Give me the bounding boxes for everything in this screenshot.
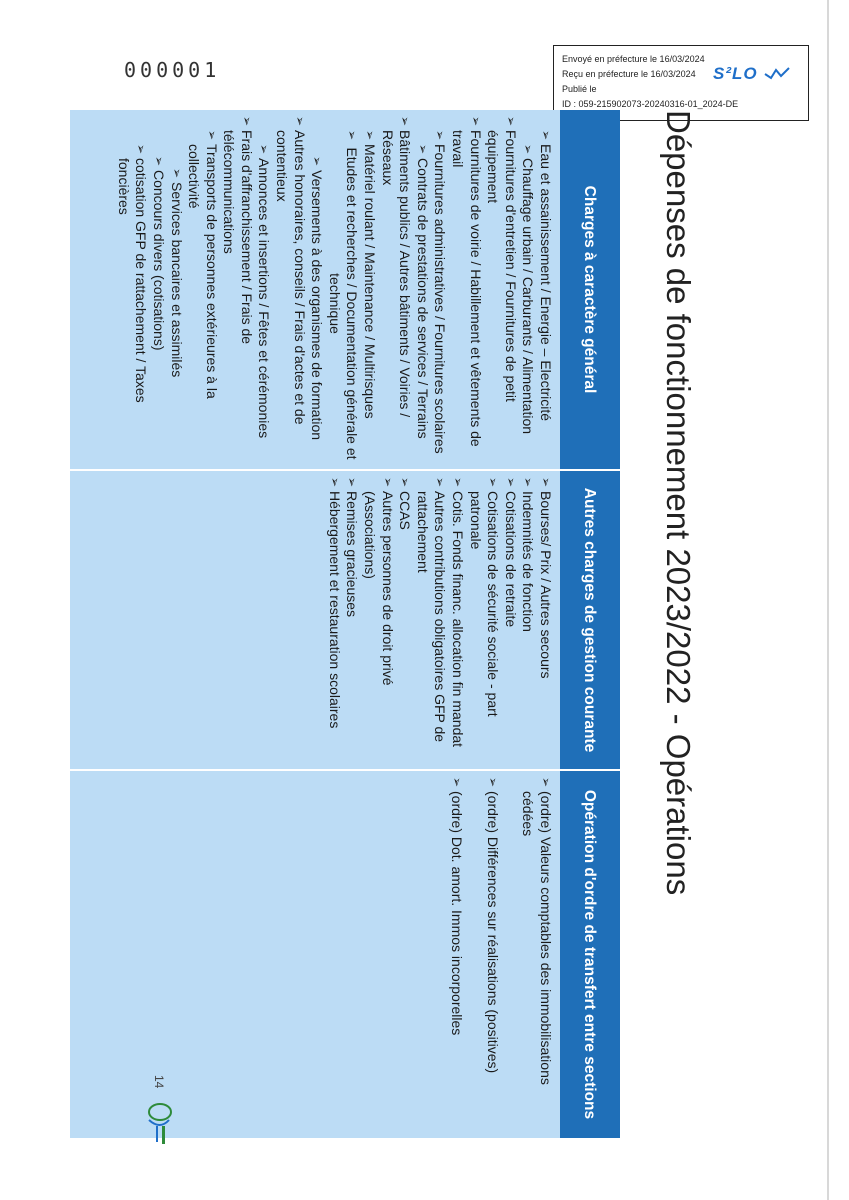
prefecture-received: Reçu en préfecture le 16/03/2024 [562, 69, 696, 79]
rotated-page [115, 110, 700, 1145]
header-operation-ordre: Opération d'ordre de transfert entre sections [560, 770, 620, 1138]
list-item: ➢ Autres honoraires, conseils / Frais d'actes et de contentieux [273, 116, 308, 463]
list-item: ➢ Fournitures d'entretien / Fournitures de petit équipement [484, 116, 519, 463]
list-item: ➢ Fournitures administratives / Fournitures scolaires [431, 130, 449, 463]
list-item: ➢ Versements à des organismes de formation [308, 156, 326, 463]
list-item: ➢ Contrats de prestations de services / Terrains [413, 144, 431, 463]
operations-table [70, 110, 620, 1138]
list-item: ➢ Frais d'affranchissement / Frais de télécommunications [220, 116, 255, 463]
list-item: ➢ Fournitures de voirie / Habillement et vêtements de travail [448, 116, 483, 463]
prefecture-published: Publié le [562, 84, 597, 94]
list-item: ➢ (ordre) Dot. amort. Immos incorporelles [448, 777, 466, 1132]
page-number: 14 [152, 1075, 166, 1089]
list-item: ➢ Chauffage urbain / Carburants / Alimentation [519, 144, 537, 463]
list-item: ➢ Cotis. Fonds financ. allocation fin mandat [448, 477, 466, 763]
list-item: ➢ Concours divers (cotisations) [149, 156, 167, 463]
city-logo [145, 1100, 175, 1146]
list-item: ➢ Indemnités de fonction [519, 477, 537, 763]
list-item: ➢ Remises gracieuses [343, 477, 361, 763]
list-item: ➢ CCAS [396, 477, 414, 763]
list-item: ➢ Bâtiments publics / Autres bâtiments / Voiries / Réseaux [378, 116, 413, 463]
col-autres-charges [70, 470, 560, 770]
header-charges-generales: Charges à caractère général [560, 110, 620, 470]
prefecture-sent: Envoyé en préfecture le 16/03/2024 [562, 54, 705, 64]
s2lo-arrow-icon [764, 66, 790, 80]
list-item: ➢ Autres contributions obligatoires GFP de rattachement [413, 477, 448, 763]
list-item: ➢ Matériel roulant / Maintenance / Multirisques [360, 130, 378, 463]
list-item: ➢ Bourses/ Prix / Autres secours [536, 477, 554, 763]
prefecture-id: ID : 059-215902073-20240316-01_2024-DE [562, 99, 739, 109]
document-stamp-number: 000001 [124, 58, 221, 82]
list-item: ➢ (ordre) Différences sur réalisations (positives) [483, 777, 501, 1132]
list-item: ➢ (ordre) Valeurs comptables des immobilisations cédées [519, 777, 554, 1132]
list-item: ➢ cotisation GFP de rattachement / Taxes foncières [114, 144, 149, 463]
col-operation-ordre [70, 770, 560, 1138]
header-autres-charges: Autres charges de gestion courante [560, 470, 620, 770]
list-item: ➢ Cotisations de sécurité sociale - part patronale [466, 477, 501, 763]
s2lo-logo: S²LO [713, 64, 758, 83]
list-item: ➢ Eau et assainissement / Energie – Electricité [536, 130, 554, 463]
list-item: ➢ Services bancaires et assimilés [167, 168, 185, 463]
list-item: ➢ Hébergement et restauration scolaires [325, 477, 343, 763]
page-title: Dépenses de fonctionnement 2023/2022 - Opérations [660, 110, 697, 896]
scan-edge [827, 0, 829, 1200]
list-item: ➢ Cotisations de retraite [501, 477, 519, 763]
list-item: ➢ Autres personnes de droit privé (Associations) [360, 477, 395, 763]
list-item: ➢ Annonces et insertions / Fêtes et cérémonies [255, 144, 273, 463]
col-charges-generales [70, 110, 560, 470]
list-item: ➢ Transports de personnes extérieures à la collectivité [185, 130, 220, 463]
list-item: ➢ Etudes et recherches / Documentation générale et technique [325, 130, 360, 463]
